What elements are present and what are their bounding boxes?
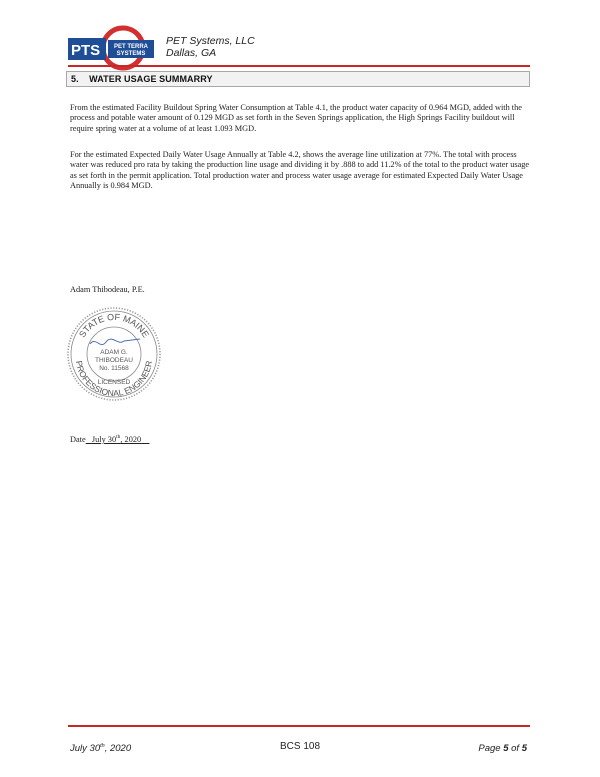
logo-line2: SYSTEMS <box>116 51 146 57</box>
date-label: Date <box>70 435 86 444</box>
footer-doc-code: BCS 108 <box>280 741 321 752</box>
engineer-seal <box>66 306 162 402</box>
company-location: Dallas, GA <box>166 47 217 59</box>
seal-bottom-text: PROFESSIONAL ENGINEER <box>74 359 154 399</box>
section-header <box>66 71 530 87</box>
header-divider <box>68 65 530 67</box>
seal-top-text: STATE OF MAINE <box>77 311 151 340</box>
signature-date <box>70 435 149 445</box>
company-block <box>166 35 255 59</box>
logo-letters: PTS <box>71 42 101 59</box>
footer-page-number: Page 5 of 5 <box>478 743 527 754</box>
paragraph-buildout: From the estimated Facility Buildout Spring Water Consumption at Table 4.1, the product water capacity of 0.964 MGD, added with the process and potable water amount of 0.129 MGD as set forth in the Seven Springs application, the High Springs Facility buildout will require spring water at a volume of at least 1.093 MGD. <box>70 103 522 133</box>
signer-name: Adam Thibodeau, P.E. <box>70 285 145 294</box>
seal-line3: No. 11568 <box>99 365 129 372</box>
footer-date: July 30th, 2020 <box>70 742 132 754</box>
logo-line1: PET TERRA <box>113 44 149 50</box>
signature-scribble <box>90 339 140 345</box>
company-name: PET Systems, LLC <box>166 35 255 47</box>
footer-divider <box>68 725 530 727</box>
seal-line1: ADAM G. <box>100 349 128 356</box>
date-value: July 30th, 2020 <box>91 434 142 444</box>
seal-line2: THIBODEAU <box>95 357 133 364</box>
seal-line4: LICENSED <box>97 379 131 386</box>
paragraph-daily-usage: For the estimated Expected Daily Water Usage Annually at Table 4.2, shows the average line utilization at 77%. The total with process water was reduced pro rata by taking the production line usage and dividing it by .888 to add 11.2% of the total to the product water usage as set forth in the permit application. Total production water and process water usage average for estimated Expected Daily Water Usage Annually is 0.984 MGD. <box>70 150 530 191</box>
section-title: 5. WATER USAGE SUMMARRY <box>71 74 213 84</box>
